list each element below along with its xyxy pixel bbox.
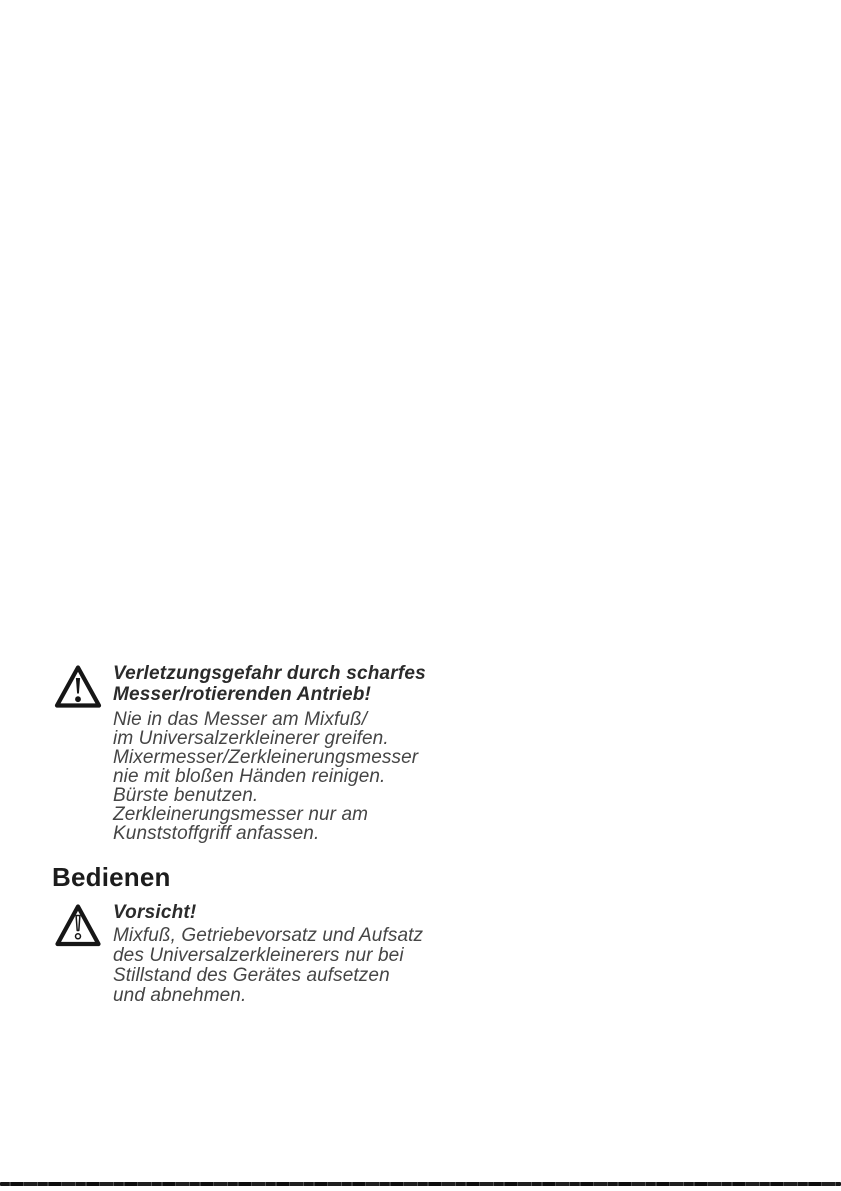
warning-caution-body-line-4: und abnehmen. — [113, 985, 247, 1006]
warning-injury-body-line-7: Kunststoffgriff anfassen. — [113, 823, 320, 844]
warning-caution-body-line-2: des Universalzerkleinerers nur bei — [113, 945, 404, 966]
warning-injury-body-line-4: nie mit bloßen Händen reinigen. — [113, 766, 386, 787]
warning-injury-body-line-5: Bürste benutzen. — [113, 785, 259, 806]
caution-triangle-outline-exclamation-icon — [54, 902, 102, 949]
warning-injury-title-line-2: Messer/rotierenden Antrieb! — [113, 684, 372, 705]
warning-injury-body-line-2: im Universalzerkleinerer greifen. — [113, 728, 389, 749]
warning-caution-title: Vorsicht! — [113, 902, 197, 923]
warning-triangle-exclamation-icon — [54, 663, 102, 711]
warning-block-caution — [54, 902, 433, 1006]
warning-block-injury — [54, 663, 433, 843]
warning-injury-text — [113, 663, 433, 843]
warning-injury-body — [113, 710, 433, 843]
warning-injury-title-line-1: Verletzungsgefahr durch scharfes — [113, 663, 426, 684]
warning-injury-body-line-6: Zerkleinerungsmesser nur am — [113, 804, 369, 825]
section-heading-bedienen: Bedienen — [52, 862, 171, 892]
warning-caution-body-line-1: Mixfuß, Getriebevorsatz und Aufsatz — [113, 925, 424, 946]
warning-injury-title — [113, 663, 433, 705]
warning-caution-body-line-3: Stillstand des Gerätes aufsetzen — [113, 965, 390, 986]
warning-injury-body-line-1: Nie in das Messer am Mixfuß/ — [113, 709, 368, 730]
warning-caution-body — [113, 926, 433, 1006]
warning-caution-text — [113, 902, 433, 1006]
page-bottom-scan-line — [0, 1182, 841, 1186]
warning-injury-body-line-3: Mixermesser/Zerkleinerungsmesser — [113, 747, 419, 768]
